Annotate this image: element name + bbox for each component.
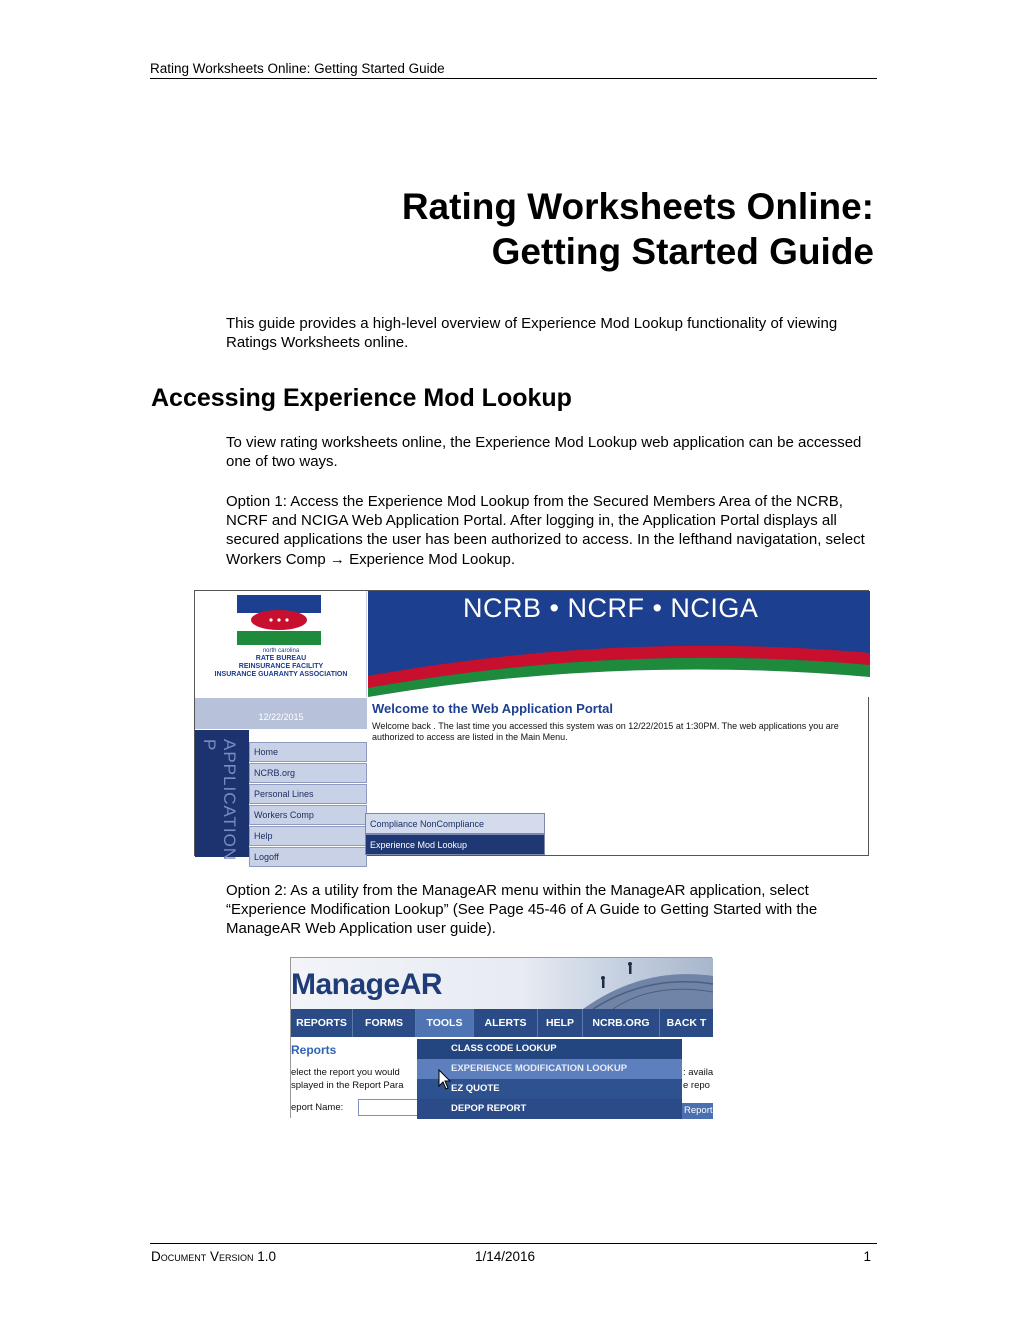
reports-text-fragment: e repo <box>683 1080 710 1091</box>
logo-line: RATE BUREAU <box>255 655 307 662</box>
menu-item-experience-mod-lookup[interactable]: Experience Mod Lookup <box>365 834 545 855</box>
page-number: 1 <box>863 1249 871 1264</box>
managear-nav <box>291 1009 713 1037</box>
logo-line: REINSURANCE FACILITY <box>238 663 324 670</box>
mouse-cursor-icon <box>438 1069 452 1091</box>
page-footer <box>150 1243 877 1264</box>
reports-text-line: elect the report you would <box>291 1067 400 1078</box>
nav-item-logoff[interactable]: Logoff <box>249 847 367 867</box>
welcome-title: Welcome to the Web Application Portal <box>372 701 614 716</box>
nav-item-personal-lines[interactable]: Personal Lines <box>249 784 367 804</box>
welcome-text: Welcome back . The last time you accessed this system was on 12/22/2015 at 1:30PM. The web applications you are authorized to access are listed in the Main Menu. <box>372 721 839 742</box>
menu-item-ez-quote[interactable]: EZ QUOTE <box>417 1079 682 1099</box>
menu-item-experience-modification-lookup[interactable]: EXPERIENCE MODIFICATION LOOKUP <box>417 1059 682 1079</box>
title-line-2: Getting Started Guide <box>491 231 874 272</box>
menu-item-class-code-lookup[interactable]: CLASS CODE LOOKUP <box>417 1039 682 1059</box>
menu-item-depop-report[interactable]: DEPOP REPORT <box>417 1099 682 1119</box>
nav-ncrb-org[interactable]: NCRB.ORG <box>583 1009 660 1037</box>
reports-title: Reports <box>291 1043 337 1057</box>
section-heading: Accessing Experience Mod Lookup <box>151 384 572 412</box>
reports-text-line: splayed in the Report Para <box>291 1080 404 1091</box>
document-version: Document Version 1.0 <box>151 1249 277 1264</box>
title-line-1: Rating Worksheets Online: <box>401 186 874 227</box>
nav-tools[interactable]: TOOLS <box>416 1009 474 1037</box>
report-name-input[interactable] <box>358 1099 418 1116</box>
nav-item-home[interactable]: Home <box>249 742 367 762</box>
logo-line: north carolina <box>262 648 300 654</box>
portal-banner <box>368 591 870 697</box>
managear-logo: ManageAR <box>291 968 443 1001</box>
nav-back[interactable]: BACK T <box>666 1017 707 1029</box>
nav-item-help[interactable]: Help <box>249 826 367 846</box>
logo-line: INSURANCE GUARANTY ASSOCIATION <box>214 671 348 678</box>
nav-alerts[interactable]: ALERTS <box>474 1009 538 1037</box>
menu-item-compliance[interactable]: Compliance NonCompliance <box>365 813 545 834</box>
option-2-paragraph: Option 2: As a utility from the ManageAR menu within the ManageAR application, select “Experience Modification Lookup” (See Page 45-46 of A Guide to Getting Started with the ManageAR Web Application user guide). <box>226 882 818 938</box>
access-paragraph: To view rating worksheets online, the Experience Mod Lookup web application can be accessed one of two ways. <box>226 434 862 471</box>
portal-screenshot <box>194 590 869 862</box>
portal-logo <box>195 591 367 697</box>
document-title <box>402 184 874 274</box>
banner-title: NCRB • NCRF • NCIGA <box>463 593 759 623</box>
portal-date: 12/22/2015 <box>195 697 367 729</box>
ncrb-flag-logo-icon <box>237 595 321 645</box>
climbers-illustration-icon <box>583 958 713 1009</box>
vertical-label: APPLICATION P <box>200 739 239 862</box>
nav-forms[interactable]: FORMS <box>353 1009 416 1037</box>
option-1-paragraph: Option 1: Access the Experience Mod Lookup from the Secured Members Area of the NCRB, NCRF and NCIGA Web Application Portal. After logging in, the Application Portal displays all secured applications the user has been authorized to access. In the lefthand navigatation, select Workers Comp → Experience Mod Lookup. <box>226 493 865 568</box>
running-header: Rating Worksheets Online: Getting Started Guide <box>150 61 877 79</box>
intro-paragraph: This guide provides a high-level overview of Experience Mod Lookup functionality of viewing Ratings Worksheets online. <box>226 315 838 352</box>
reports-text-fragment: : availa <box>683 1067 714 1078</box>
banner-swoosh-icon <box>368 591 870 697</box>
nav-item-ncrb-org[interactable]: NCRB.org <box>249 763 367 783</box>
report-button[interactable]: Report <box>682 1103 713 1119</box>
nav-reports[interactable]: REPORTS <box>291 1009 353 1037</box>
nav-help[interactable]: HELP <box>538 1009 583 1037</box>
report-name-label: eport Name: <box>291 1102 344 1113</box>
nav-item-workers-comp[interactable]: Workers Comp <box>249 805 367 825</box>
document-date: 1/14/2016 <box>475 1249 536 1264</box>
managear-header <box>291 958 713 1009</box>
managear-screenshot <box>290 957 712 1118</box>
